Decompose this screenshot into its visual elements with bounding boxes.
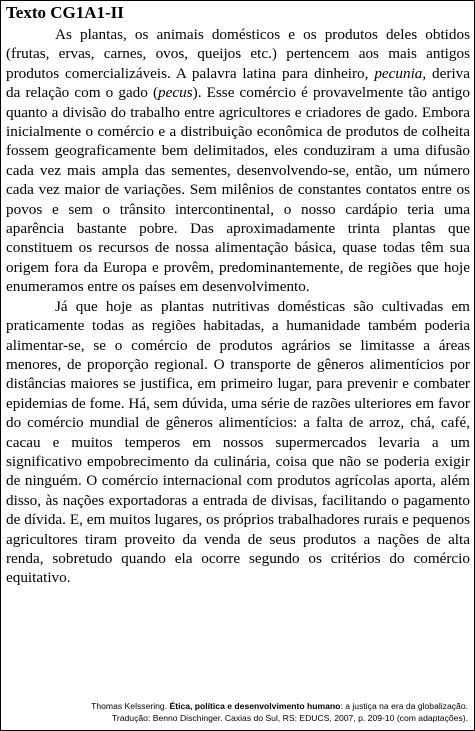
paragraph-1-part-2: , deriva da relação com o gado ( [6, 64, 470, 102]
source-line-1 [9, 700, 468, 712]
source-citation [9, 700, 468, 724]
latin-word-pecunia: pecunia [374, 64, 423, 82]
paragraph-1 [6, 25, 470, 297]
paragraph-1-part-1: As plantas, os animais domésticos e os produtos deles obtidos (frutas, ervas, carnes, ovos, queijos etc.) pertencem aos mais antigos produtos comercializáveis. A palavra latina para dinheiro, [6, 26, 470, 82]
text-title: Texto CG1A1-II [6, 3, 124, 22]
source-line-2: Tradução: Benno Dischinger. Caxias do Sul, RS: EDUCS, 2007, p. 209-10 (com adaptações). [111, 713, 468, 723]
latin-word-pecus: pecus [158, 84, 193, 102]
paragraph-1-part-3: ). Esse comércio é provavelmente tão antigo quanto a divisão do trabalho entre agricultores e criadores de gado. Embora inicialmente o comércio e a distribuição econômica de produtos de colheita fossem geograficamente bem delimitados, eles conduziram a uma difusão cada vez mais ampla das sementes, desenvolvendo-se, então, um número cada vez maior de variações. Sem milênios de constantes contatos entre os povos e sem o trânsito intercontinental, o nosso cardápio teria uma aparência bastante pobre. Das aproximadamente trinta plantas que constituem os recursos de nossa alimentação básica, quase todas têm sua origem fora da Europa e provêm, predominantemente, de regiões que hoje enumeramos entre os países em desenvolvimento. [6, 84, 470, 296]
source-work-title: Ética, política e desenvolvimento humano [169, 701, 341, 711]
source-subtitle: : a justiça na era da globalização. [340, 701, 468, 711]
source-author: Thomas Kelssering. [91, 701, 170, 711]
paragraph-2: Já que hoje as plantas nutritivas domésticas são cultivadas em praticamente todas as regiões habitadas, a humanidade também poderia alimentar-se, se o comércio de produtos agrários se limitasse a áreas menores, de proporção regional. O transporte de gêneros alimentícios por distâncias maiores se justifica, em primeiro lugar, para prevenir e combater epidemias de fome. Há, sem dúvida, uma série de razões ulteriores em favor do comércio mundial de gêneros alimentícios: a falta de arroz, chá, café, cacau e muitos temperos em nossos supermercados levaria a um significativo empobrecimento da culinária, coisa que não se poderia exigir de ninguém. O comércio internacional com produtos agrícolas aporta, além disso, às nações exportadoras a entrada de divisas, facilitando o pagamento de dívida. E, em muitos lugares, os próprios trabalhadores rurais e pequenos agricultores tiram proveito da venda de seus produtos a nações de alta renda, sobretudo quando ela ocorre segundo os critérios do comércio equitativo. [6, 297, 470, 587]
